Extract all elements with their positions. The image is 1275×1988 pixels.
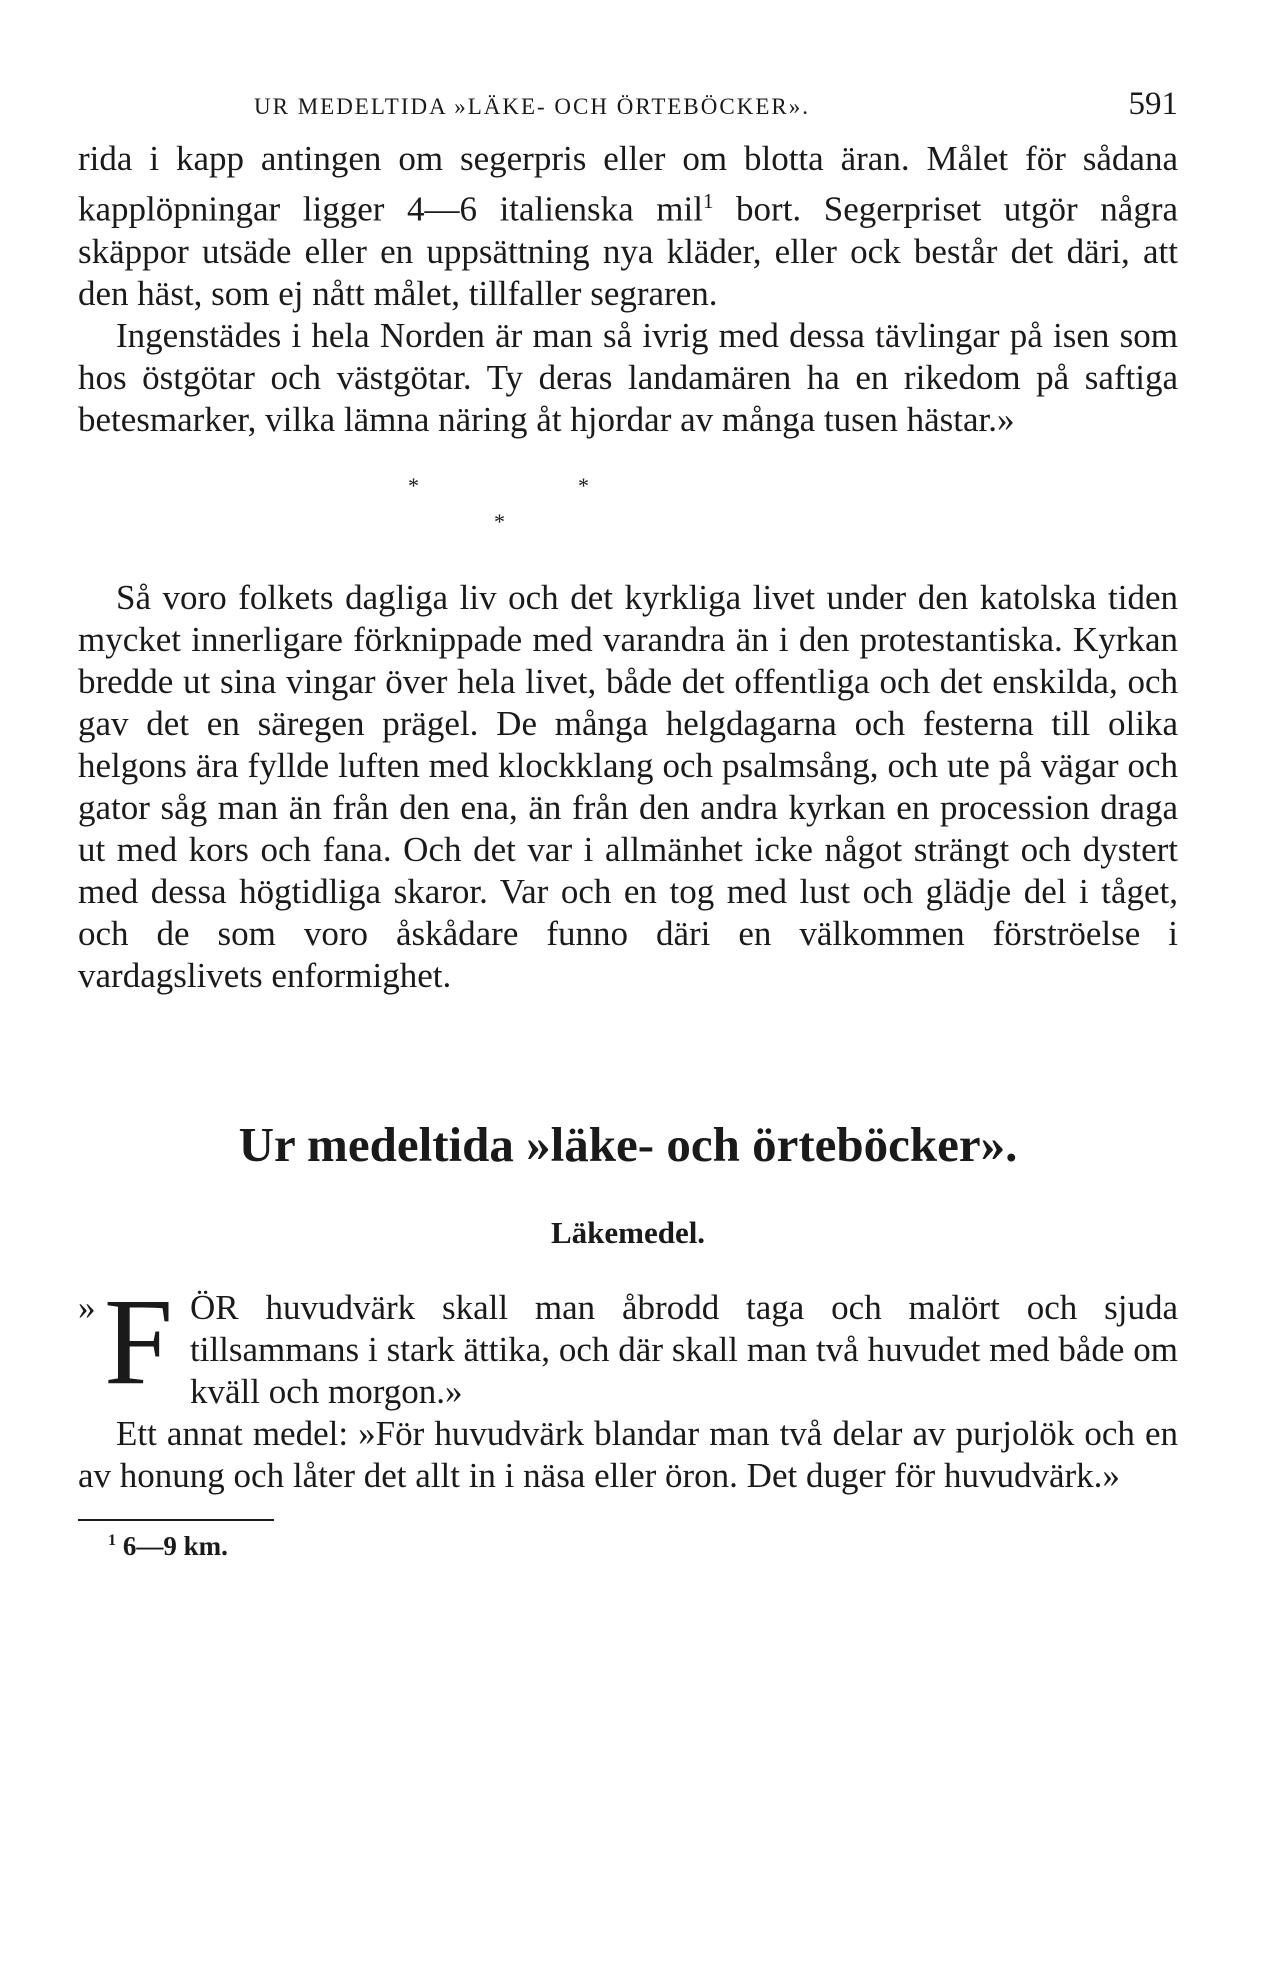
book-page [78,80,1178,1562]
paragraph-race-prize-tail: bort. Segerpriset utgör några skäppor utsäde eller en uppsättning nya kläder, eller ock består det däri, att den häst, som ej nått målet, tillfaller segraren. [78,189,1179,313]
asterism-star: * [578,472,589,498]
footnote-mark: 1 [108,1530,117,1549]
recipe-first-text: ÖR huvudvärk skall man åbrodd taga och malört och sjuda tillsammans i stark ättika, och där skall man två huvudet med både om kväll och morgon.» [190,1287,1178,1411]
page-number: 591 [1128,86,1178,122]
paragraph-race-prize-text: rida i kapp antingen om segerpris eller om blotta äran. Målet för sådana kapplöpningar ligger 4—6 italienska mil [78,139,1178,229]
recipe-first-paragraph [78,1272,1178,1413]
footnote-reference: 1 [702,189,714,213]
running-head [78,80,1178,130]
paragraph-race-prize [78,138,1178,315]
section-subheading: Läkemedel. [550,1214,706,1250]
paragraph-nordic-races: Ingenstädes i hela Norden är man så ivrig med dessa tävlingar på isen som hos östgötar och västgötar. Ty deras landamären ha en rikedom på saftiga betesmarker, vilka lämna näring åt hjordar av många tusen hästar.» [78,315,1178,439]
recipe-block [78,1272,1178,1497]
section-heading: Ur medeltida »läke- och örteböcker». [238,1116,1018,1172]
recipe-second-paragraph: Ett annat medel: »För huvudvärk blandar man två delar av purjolök och en av honung och låter det allt in i näsa eller öron. Det duger för huvudvärk.» [78,1413,1178,1495]
asterism-star: * [408,472,419,498]
running-title: UR MEDELTIDA »LÄKE- OCH ÖRTEBÖCKER». [254,94,810,119]
asterism-star: * [494,508,505,534]
footnote-text: 6—9 km. [116,1530,228,1561]
drop-cap-letter: F [104,1272,173,1410]
opening-quote-mark: » [78,1287,96,1327]
footnote-divider [78,1519,274,1521]
section-break-asterism [78,459,1178,577]
paragraph-church-life: Så voro folkets dagliga liv och det kyrkliga livet under den katolska tiden mycket innerligare förknippade med varandra än i den protestantiska. Kyrkan bredde ut sina vingar över hela livet, både det offentliga och det enskilda, och gav det en säregen prägel. De många helgdagarna och festerna till olika helgons ära fyllde luften med klockklang och psalmsång, och ute på vägar och gator såg man än från den ena, än från den andra kyrkan en procession draga ut med kors och fana. Och det var i allmänhet icke något strängt och dystert med dessa högtidliga skaror. Var och en tog med lust och glädje del i tåget, och de som voro åskådare funno däri en välkommen förströelse i vardagslivets enformighet. [78,577,1178,995]
footnote [108,1531,1178,1562]
